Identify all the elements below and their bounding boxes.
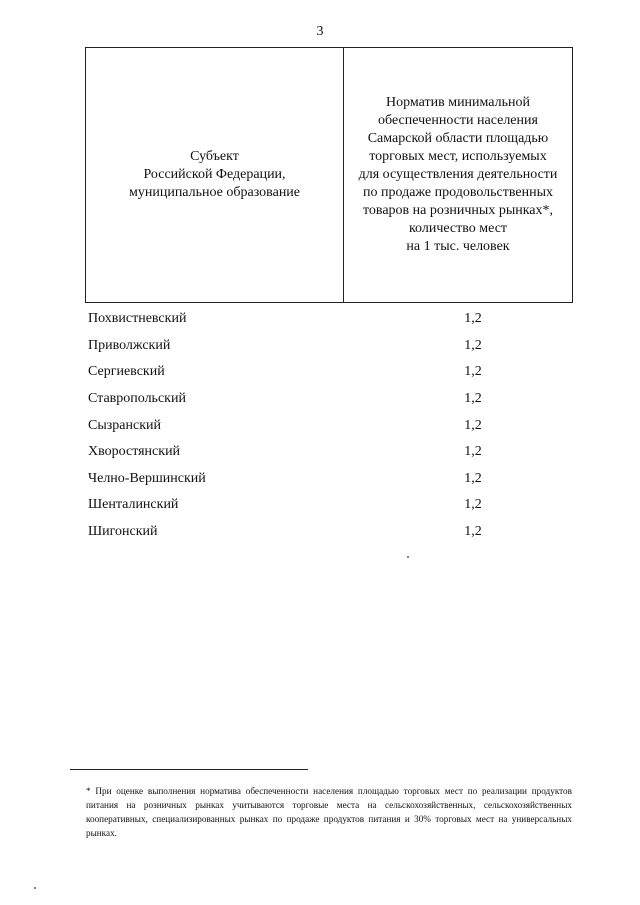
row-value: 1,2 xyxy=(464,470,482,486)
header-cell-norm xyxy=(344,48,572,302)
table-row xyxy=(88,412,568,439)
row-name: Похвистневский xyxy=(88,311,187,327)
table-header xyxy=(85,47,573,303)
row-value: 1,2 xyxy=(464,391,482,407)
row-name: Шенталинский xyxy=(88,497,179,513)
scan-speck xyxy=(407,556,409,558)
page-number: 3 xyxy=(316,24,324,39)
row-name: Шигонский xyxy=(88,524,158,540)
row-value: 1,2 xyxy=(464,337,482,353)
table-row xyxy=(88,359,568,386)
table-row xyxy=(88,333,568,360)
row-name: Сергиевский xyxy=(88,364,165,380)
table-row xyxy=(88,386,568,413)
row-value: 1,2 xyxy=(464,524,482,540)
row-value: 1,2 xyxy=(464,311,482,327)
row-value: 1,2 xyxy=(464,444,482,460)
row-name: Сызранский xyxy=(88,417,161,433)
header-subject-text: Субъект Российской Федерации, муниципальное образование xyxy=(128,149,301,200)
table-row xyxy=(88,492,568,519)
row-value: 1,2 xyxy=(464,417,482,433)
table-row xyxy=(88,439,568,466)
table-row xyxy=(88,306,568,333)
table-body xyxy=(88,306,568,545)
footnote-text: * При оценке выполнения норматива обеспеченности населения площадью торговых мест по реализации продуктов питания на розничных рынках учитываются торговые места на сельскохозяйственных, сельскохозяйственных кооперативных, специализированных рынках по продаже продуктов питания и 30% торговых мест на универсальных рынках. xyxy=(86,786,572,838)
footnote-divider xyxy=(70,769,308,770)
row-name: Приволжский xyxy=(88,337,171,353)
header-norm-text: Норматив минимальной обеспеченности населения Самарской области площадью торговых мест, используемых для осуществления деятельности по продаже продовольственных товаров на розничных рынках*, количество мест на 1 тыс. человек xyxy=(358,95,558,254)
row-value: 1,2 xyxy=(464,497,482,513)
row-name: Челно-Вершинский xyxy=(88,470,206,486)
row-name: Хворостянский xyxy=(88,444,181,460)
header-cell-subject xyxy=(86,48,344,302)
scan-speck xyxy=(34,887,36,889)
table-row xyxy=(88,466,568,493)
row-name: Ставропольский xyxy=(88,391,186,407)
table-row xyxy=(88,519,568,546)
row-value: 1,2 xyxy=(464,364,482,380)
